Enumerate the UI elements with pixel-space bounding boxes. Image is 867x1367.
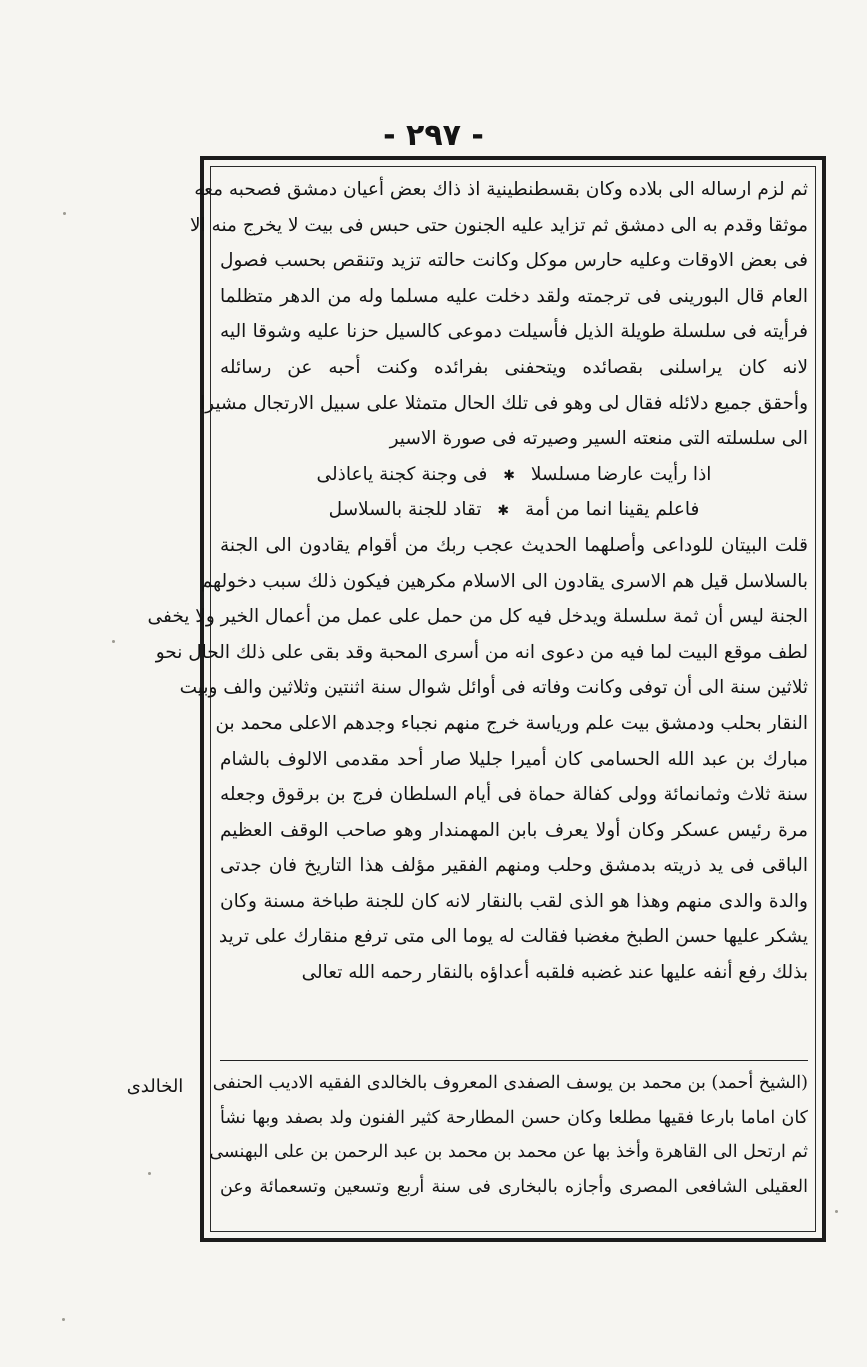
- margin-note: الخالدى: [126, 1076, 184, 1097]
- main-text-block: [147, 172, 808, 991]
- speckle: [112, 640, 115, 643]
- text-line: العام قال البورينى فى ترجمته ولقد دخلت عليه مسلما وله من الدهر متظلما: [220, 285, 808, 307]
- text-line: ثلاثين سنة الى أن توفى وكانت وفاته فى أوائل شوال سنة اثنتين وثلاثين والف وبيت: [179, 677, 808, 699]
- verse-hemistich-right: اذا رأيت عارضا مسلسلا: [530, 463, 712, 485]
- text-line: وأحقق جميع دلائله فقال لى وهو فى تلك الحال متمثلا على سبيل الارتجال مشيرا: [200, 392, 808, 414]
- text-line: الى سلسلته التى منعته السير وصيرته فى صورة الاسير: [389, 428, 808, 450]
- verse-line: [220, 457, 808, 493]
- text-line: مرة رئيس عسكر وكان أولا يعرف بابن المهمندار وهو صاحب الوقف العظيم: [220, 819, 808, 841]
- speckle: [62, 1318, 65, 1321]
- text-line: لانه كان يراسلنى بقصائده ويتحفنى بفرائده وكنت أحبه عن رسائله: [220, 356, 808, 378]
- text-line: يشكر عليها حسن الطبخ مغضبا فقالت له يوما الى متى ترفع منقارك على تريد: [218, 926, 808, 948]
- verse-hemistich-right: فاعلم يقينا انما من أمة: [524, 499, 700, 521]
- footnote-divider: [220, 1060, 808, 1061]
- footnote-line: كان اماما بارعا فقيها مطلعا وكان حسن المطارحة كثير الفنون ولد بصفد وبها نشأ: [220, 1107, 808, 1128]
- footnote-line: (الشيخ أحمد) بن محمد بن يوسف الصفدى المعروف بالخالدى الفقيه الاديب الحنفى: [212, 1073, 808, 1093]
- speckle: [148, 1172, 151, 1175]
- text-line: والدة والدى منهم وهذا هو الذى لقب بالنقار لانه كان للجنة طباخة مسنة وكان: [220, 890, 808, 912]
- text-line: لطف موقع البيت لما فيه من دعوى انه من أسرى المحبة وقد بقى على ذلك الحال نحو: [155, 641, 808, 663]
- speckle: [835, 1210, 838, 1213]
- text-line: موثقا وقدم به الى دمشق ثم تزايد عليه الجنون حتى حبس فى بيت لا يخرج منه الا: [189, 214, 808, 236]
- footnote-block: [209, 1066, 808, 1204]
- text-line: فرأيته فى سلسلة طويلة الذيل فأسيلت دموعى كالسيل حزنا عليه وشوقا اليه: [220, 321, 808, 343]
- text-line: الجنة ليس أن ثمة سلسلة ويدخل فيه كل من حمل على عمل من أعمال الخير ولا يخفى: [147, 606, 808, 628]
- text-line: بالسلاسل قيل هم الاسرى يقادون الى الاسلام مكرهين فيكون ذلك سبب دخولهم: [200, 570, 808, 592]
- text-line: قلت البيتان للوداعى وأصلهما الحديث عجب ربك من أقوام يقادون الى الجنة: [220, 534, 808, 556]
- text-frame: [147, 156, 826, 1242]
- footnote-line: ثم ارتحل الى القاهرة وأخذ بها عن محمد بن محمد بن عبد الرحمن بن على البهنسى: [209, 1142, 808, 1162]
- verse-separator-icon: ✱: [497, 503, 510, 520]
- text-line: سنة ثلاث وثمانمائة وولى كفالة حماة فى أيام السلطان فرج بن برقوق وجعله: [220, 784, 808, 806]
- text-line: النقار بحلب ودمشق بيت علم ورياسة خرج منهم نجباء وجدهم الاعلى محمد بن: [215, 712, 808, 734]
- page-number: - ٢٩٧ -: [383, 118, 484, 153]
- verse-hemistich-left: فى وجنة كجنة ياعاذلى: [316, 463, 488, 485]
- text-line: فى بعض الاوقات وعليه حارس موكل وكانت حالته تزيد وتنقص بحسب فصول: [220, 250, 808, 272]
- verse-separator-icon: ✱: [503, 467, 515, 484]
- text-line: الباقى فى يد ذريته بدمشق وحلب ومنهم الفقير مؤلف هذا التاريخ فان جدتى: [220, 855, 808, 877]
- text-line: ثم لزم ارساله الى بلاده وكان بقسطنطينية اذ ذاك بعض أعيان دمشق فصحبه معه: [194, 179, 808, 200]
- text-line: مبارك بن عبد الله الحسامى كان أميرا جليلا صار أحد مقدمى الالوف بالشام: [220, 748, 808, 770]
- verse-line: [220, 492, 808, 528]
- verse-hemistich-left: تقاد للجنة بالسلاسل: [328, 499, 482, 521]
- footnote-line: العقيلى الشافعى المصرى وأجازه بالبخارى فى سنة أربع وتسعين وتسعمائة وعن: [220, 1176, 808, 1197]
- text-line: بذلك رفع أنفه عليها عند غضبه فلقبه أعداؤه بالنقار رحمه الله تعالى: [301, 962, 808, 984]
- speckle: [63, 212, 66, 215]
